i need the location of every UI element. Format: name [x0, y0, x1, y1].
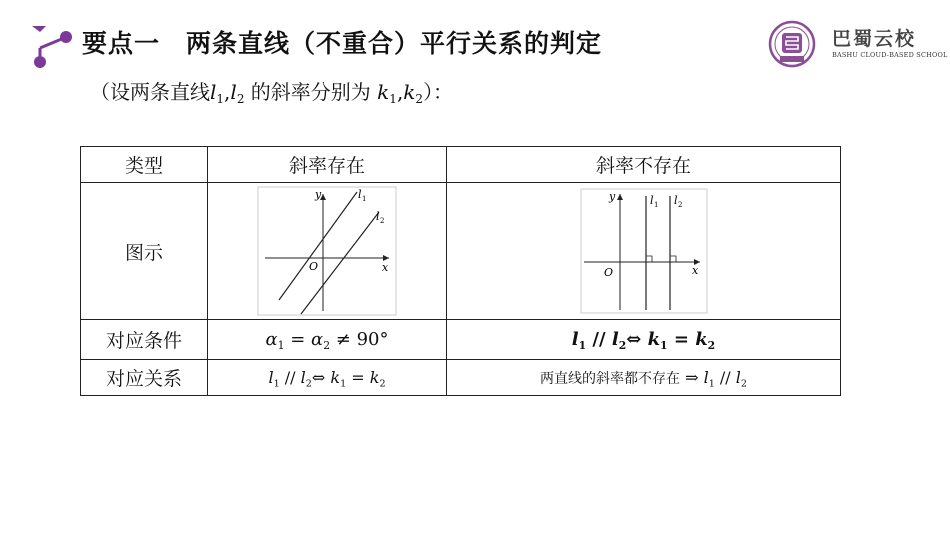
axis-y-label: y: [315, 188, 322, 201]
header-type: 类型: [81, 147, 208, 183]
subtitle-prefix: （设两条直线: [90, 80, 210, 104]
cell-figure-not-exists: [447, 183, 841, 320]
axis-x-label: x: [382, 261, 389, 274]
table-row-relation: [81, 360, 841, 396]
seal-icon: [762, 20, 822, 68]
subtitle: [90, 76, 453, 106]
line2-label: l: [376, 210, 380, 223]
relation-slope-not-exists: 两直线的斜率都不存在 ⇒ $l_1 // l_2$: [447, 360, 841, 396]
relation-slope-exists: $l_1$ // $l_2\Leftrightarrow$ $k_1 = k_2$: [208, 360, 447, 396]
label-relation: 对应关系: [81, 360, 208, 396]
condition-slope-exists: $\alpha_1 = \alpha_2 \ne 90^\circ$: [208, 320, 447, 360]
line1-sub: 1: [362, 195, 367, 203]
line1-sub: 1: [653, 201, 658, 209]
line1-label: l: [358, 188, 362, 201]
logo-subtitle: BASHU CLOUD-BASED SCHOOL: [832, 51, 948, 59]
subtitle-k: $k_1,k_2$: [377, 80, 424, 107]
figure-slope-exists: [257, 186, 397, 316]
origin-label: O: [603, 266, 613, 279]
line2-sub: 2: [677, 201, 682, 209]
connector-bullet-icon: [30, 24, 74, 70]
axis-x-label: x: [691, 264, 698, 277]
subtitle-middle: 的斜率分别为: [244, 80, 378, 104]
table-header-row: [81, 147, 841, 183]
header-slope-exists: 斜率存在: [208, 147, 447, 183]
page-title: 要点一 两条直线（不重合）平行关系的判定: [82, 29, 603, 58]
figure-slope-not-exists: [580, 188, 708, 314]
origin-label: O: [309, 260, 319, 273]
school-logo: [762, 20, 948, 68]
parallel-criteria-table: [80, 146, 841, 396]
table-row-figure: [81, 183, 841, 320]
label-figure: 图示: [81, 183, 208, 320]
condition-slope-not-exists: $l_1$ // $l_2\Leftrightarrow$ $k_1 = k_2$: [447, 320, 841, 360]
line2-sub: 2: [380, 217, 385, 225]
subtitle-l1: $l_1,l_2$: [210, 80, 245, 107]
logo-name: 巴蜀云校: [832, 28, 917, 50]
line1-label: l: [649, 194, 654, 207]
axis-y-label: y: [608, 190, 615, 203]
table-row-condition: [81, 320, 841, 360]
subtitle-suffix: ）：: [423, 80, 454, 104]
label-condition: 对应条件: [81, 320, 208, 360]
cell-figure-exists: [208, 183, 447, 320]
line2-label: l: [673, 194, 678, 207]
header-slope-not-exists: 斜率不存在: [447, 147, 841, 183]
